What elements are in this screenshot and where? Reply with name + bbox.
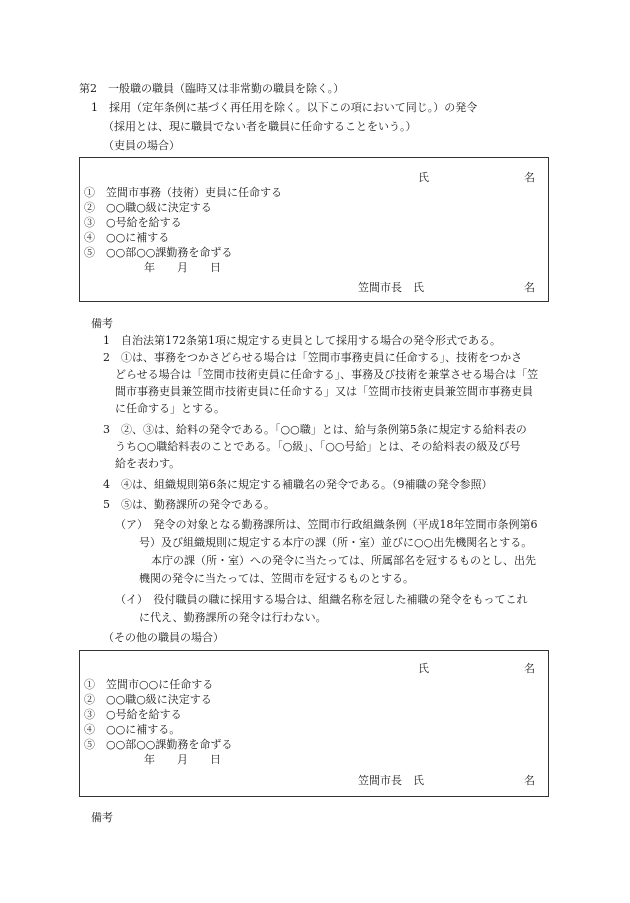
remarks-title: 備考 bbox=[91, 317, 113, 330]
form-line-5: ⑤ ○○部○○課勤務を命ずる bbox=[84, 246, 233, 259]
name-label: 氏 bbox=[418, 171, 429, 184]
form-line-2: ② ○○職○級に決定する bbox=[84, 693, 212, 706]
remark-line: うち○○職給料表のことである。「○級」、「○○号給」とは、その給料表の級及び号 bbox=[115, 440, 521, 453]
remark-line: 1 自治法第172条第1項に規定する吏員として採用する場合の発令形式である。 bbox=[103, 334, 501, 347]
item-1-note: （採用とは、現に職員でない者を職員に任命することをいう。） bbox=[103, 120, 417, 133]
remark-line: 間市事務吏員兼笠間市技術吏員に任命する」又は「笠間市技術吏員兼笠間市事務吏員 bbox=[115, 385, 533, 398]
remark-line: 3 ②、③は、給料の発令である。「○○職」とは、給与条例第5条に規定する給料表の bbox=[103, 423, 527, 436]
remarks-2-title: 備考 bbox=[91, 811, 113, 824]
form-signer: 笠間市長 氏 bbox=[358, 774, 424, 787]
remark-line: 2 ①は、事務をつかさどらせる場合は「笠間市事務吏員に任命する」、技術をつかさ bbox=[103, 351, 523, 364]
appointment-form-box-1 bbox=[79, 157, 549, 302]
form-line-4: ④ ○○に補する。 bbox=[84, 723, 181, 736]
case-1-label: （吏員の場合） bbox=[103, 139, 180, 152]
form-line-1: ① 笠間市事務（技術）吏員に任命する bbox=[84, 186, 282, 199]
form-line-3: ③ ○号給を給する bbox=[84, 708, 182, 721]
name-label-suffix: 名 bbox=[524, 662, 535, 675]
form-line-5: ⑤ ○○部○○課勤務を命ずる bbox=[84, 738, 233, 751]
remark-line: （ア） 発令の対象となる勤務課所は、笠間市行政組織条例（平成18年笠間市条例第6 bbox=[115, 518, 538, 531]
form-date: 年 月 日 bbox=[144, 261, 221, 274]
form-line-4: ④ ○○に補する bbox=[84, 231, 170, 244]
remark-line: に代え、勤務課所の発令は行わない。 bbox=[139, 611, 327, 624]
remark-line: （イ） 役付職員の職に採用する場合は、組織名称を冠した補職の発令をもってこれ bbox=[115, 593, 528, 606]
remark-line: どらせる場合は「笠間市技術吏員に任命する」、事務及び技術を兼掌させる場合は「笠 bbox=[115, 368, 539, 381]
form-signer: 笠間市長 氏 bbox=[358, 281, 424, 294]
remark-line: に任命する」とする。 bbox=[115, 402, 225, 415]
form-line-3: ③ ○号給を給する bbox=[84, 216, 182, 229]
remark-line: 機関の発令に当たっては、笠間市を冠するものとする。 bbox=[139, 572, 414, 585]
name-label: 氏 bbox=[418, 662, 429, 675]
remark-line: 本庁の課（所・室）への発令に当たっては、所属部名を冠するものとし、出先 bbox=[151, 554, 536, 567]
name-label-suffix: 名 bbox=[524, 171, 535, 184]
remark-line: 給を表わす。 bbox=[115, 457, 181, 470]
remark-line: 4 ④は、組織規則第6条に規定する補職名の発令である。（9補職の発令参照） bbox=[103, 478, 493, 491]
remark-line: 5 ⑤は、勤務課所の発令である。 bbox=[103, 498, 275, 511]
form-line-2: ② ○○職○級に決定する bbox=[84, 201, 212, 214]
case-2-label: （その他の職員の場合） bbox=[103, 631, 224, 644]
section-heading: 第2 一般職の職員（臨時又は非常勤の職員を除く。） bbox=[79, 82, 345, 95]
form-date: 年 月 日 bbox=[144, 753, 221, 766]
remark-line: 号）及び組織規則に規定する本庁の課（所・室）並びに○○出先機関名とする。 bbox=[139, 536, 533, 549]
form-line-1: ① 笠間市○○に任命する bbox=[84, 678, 214, 691]
appointment-form-box-2 bbox=[79, 650, 549, 797]
form-signer-suffix: 名 bbox=[524, 281, 535, 294]
item-1-title: 1 採用（定年条例に基づく再任用を除く。以下この項において同じ。）の発令 bbox=[91, 101, 478, 114]
form-signer-suffix: 名 bbox=[524, 774, 535, 787]
